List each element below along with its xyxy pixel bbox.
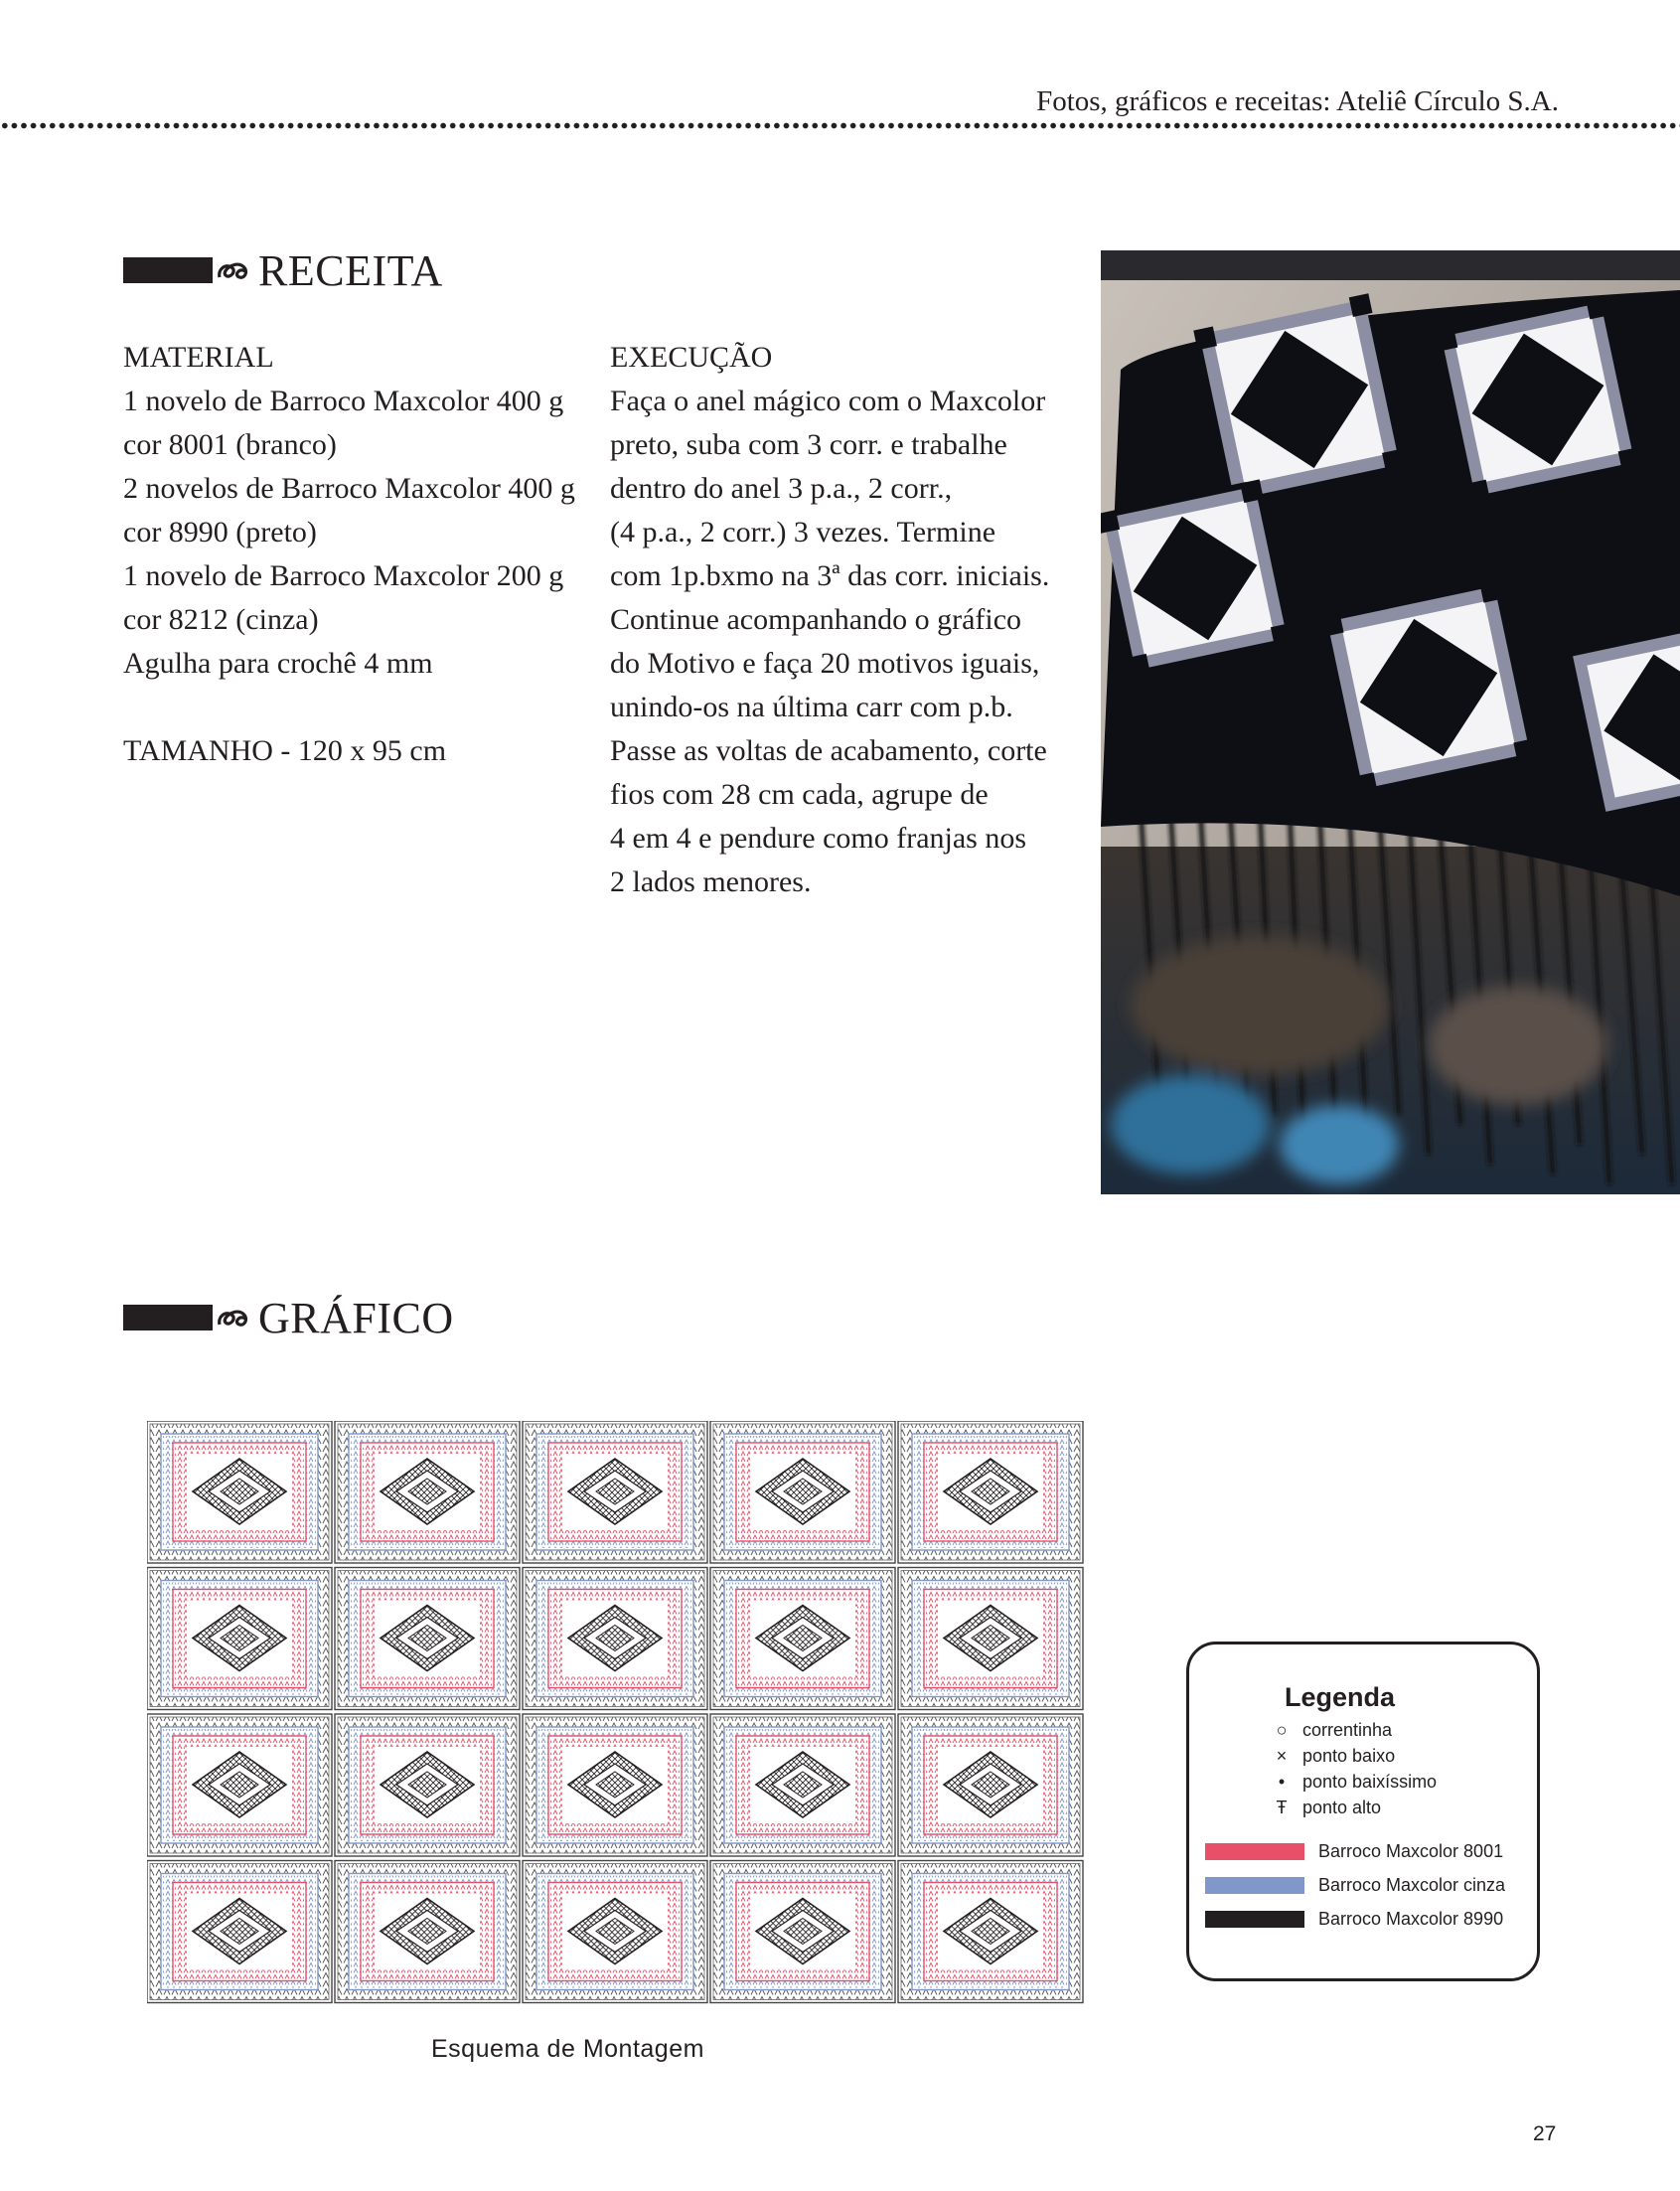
material-line: MATERIAL (123, 341, 274, 374)
material-line: cor 8990 (preto) (123, 516, 317, 548)
size-line: TAMANHO - 120 x 95 cm (123, 734, 447, 767)
legend-symbol-label: ponto baixo (1302, 1746, 1396, 1766)
ornament-icon (213, 251, 254, 289)
execucao-line: com 1p.bxmo na 3ª das corr. iniciais. (610, 559, 1050, 592)
execucao-line: Faça o anel mágico com o Maxcolor (610, 385, 1046, 417)
legend-color-label: Barroco Maxcolor cinza (1318, 1875, 1506, 1895)
execucao-line: Passe as voltas de acabamento, corte (610, 734, 1047, 767)
execucao-line: preto, suba com 3 corr. e trabalhe (610, 428, 1007, 461)
color-swatch (1205, 1877, 1304, 1894)
material-line: cor 8212 (cinza) (123, 603, 319, 636)
crochet-motif (147, 1421, 332, 1563)
crochet-motif (335, 1861, 520, 2003)
crochet-motif (523, 1861, 707, 2003)
legend-box (1186, 1642, 1540, 1981)
receita-heading (123, 246, 443, 294)
crochet-motif (147, 1568, 332, 1710)
legend-color-row (1205, 1841, 1503, 1862)
crochet-motif (335, 1714, 520, 1856)
legend-symbol-row (1269, 1746, 1395, 1767)
material-column (123, 336, 575, 773)
dotted-divider (0, 121, 1680, 130)
crochet-motif (335, 1421, 520, 1563)
legend-color-label: Barroco Maxcolor 8001 (1318, 1841, 1504, 1861)
receita-title: RECEITA (258, 245, 443, 295)
color-swatch (1205, 1911, 1304, 1928)
single-crochet-icon: × (1276, 1746, 1288, 1766)
double-crochet-icon: Ŧ (1276, 1798, 1288, 1817)
legend-symbol-label: ponto alto (1302, 1798, 1382, 1817)
legend-symbol-row (1269, 1798, 1381, 1818)
material-spacer (123, 686, 575, 729)
chart-caption: Esquema de Montagem (431, 2035, 704, 2063)
legend-color-label: Barroco Maxcolor 8990 (1318, 1909, 1504, 1929)
crochet-motif (335, 1568, 520, 1710)
material-line: 1 novelo de Barroco Maxcolor 200 g (123, 559, 564, 592)
page-number: 27 (1533, 2122, 1557, 2145)
execucao-line: do Motivo e faça 20 motivos iguais, (610, 647, 1040, 680)
crochet-motif (710, 1568, 895, 1710)
crochet-motif (523, 1714, 707, 1856)
color-swatch (1205, 1843, 1304, 1860)
chain-stitch-icon: ○ (1276, 1720, 1288, 1740)
crochet-motif (710, 1861, 895, 2003)
ornament-icon (213, 1299, 254, 1336)
legend-color-row (1205, 1909, 1503, 1930)
crochet-motif (898, 1421, 1083, 1563)
execucao-line: EXECUÇÃO (610, 341, 773, 374)
crochet-motif (898, 1714, 1083, 1856)
execucao-line: (4 p.a., 2 corr.) 3 vezes. Termine (610, 516, 996, 548)
legend-title: Legenda (1285, 1682, 1396, 1712)
legend-color-row (1205, 1875, 1505, 1896)
assembly-chart (147, 1421, 1087, 2007)
heading-bar (123, 1305, 254, 1330)
crochet-motif (523, 1421, 707, 1563)
crochet-motif (523, 1568, 707, 1710)
legend-symbol-label: correntinha (1302, 1720, 1393, 1740)
crochet-motif (710, 1714, 895, 1856)
blanket-photo (1101, 250, 1680, 1194)
crochet-motif (147, 1861, 332, 2003)
legend-symbol-label: ponto baixíssimo (1302, 1772, 1438, 1792)
execucao-line: fios com 28 cm cada, agrupe de (610, 778, 989, 811)
crochet-motif (147, 1714, 332, 1856)
slip-stitch-icon: • (1278, 1772, 1286, 1792)
grafico-title: GRÁFICO (258, 1293, 454, 1342)
material-line: Agulha para crochê 4 mm (123, 647, 433, 680)
crochet-motif (710, 1421, 895, 1563)
photo-credit: Fotos, gráficos e receitas: Ateliê Círculo S.A. (1036, 85, 1559, 117)
material-line: 1 novelo de Barroco Maxcolor 400 g (123, 385, 564, 417)
heading-bar (123, 257, 254, 283)
execucao-line: dentro do anel 3 p.a., 2 corr., (610, 472, 953, 505)
execucao-line: Continue acompanhando o gráfico (610, 603, 1022, 636)
material-line: cor 8001 (branco) (123, 428, 337, 461)
grafico-heading (123, 1294, 454, 1341)
material-line: 2 novelos de Barroco Maxcolor 400 g (123, 472, 575, 505)
crochet-motif (898, 1861, 1083, 2003)
execucao-line: 4 em 4 e pendure como franjas nos (610, 822, 1027, 855)
execucao-line: 2 lados menores. (610, 865, 812, 898)
legend-symbol-row (1269, 1772, 1437, 1793)
execucao-line: unindo-os na última carr com p.b. (610, 691, 1013, 723)
execucao-column (610, 336, 1049, 904)
crochet-motif (898, 1568, 1083, 1710)
legend-symbol-row (1269, 1720, 1392, 1741)
